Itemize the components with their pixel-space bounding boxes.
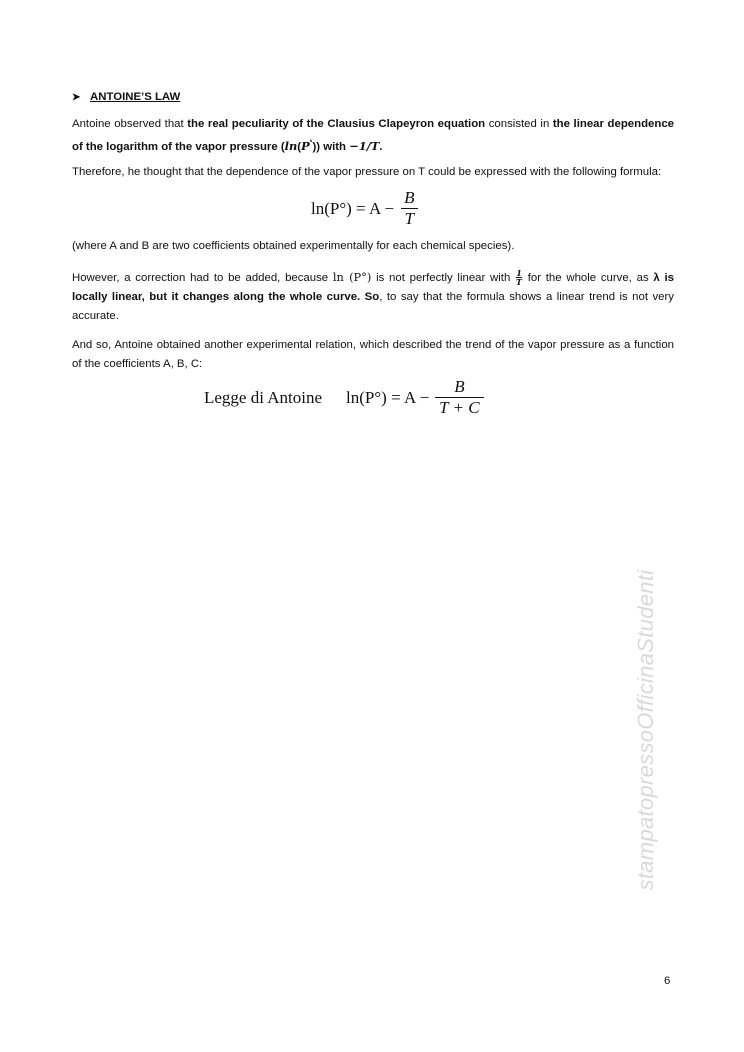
- p1-bold: (: [277, 140, 285, 153]
- p4-text: for the whole curve, as: [522, 272, 654, 284]
- paragraph-1: [72, 115, 674, 157]
- formula-fraction: [400, 188, 418, 229]
- p1-bold: the linear dependence of the logarithm of the vapor pressure: [72, 118, 674, 153]
- paragraph-3: (where A and B are two coefficients obtained experimentally for each chemical species).: [72, 240, 515, 252]
- formula-lhs: ln(P°) = A −: [311, 198, 395, 218]
- p4-frac-num: 1: [516, 268, 522, 279]
- p4-text: is not perfectly linear with: [371, 272, 516, 284]
- p1-bold: the real peculiarity of the Clausius Clapeyron equation: [187, 118, 486, 130]
- formula-fraction: [435, 377, 483, 418]
- watermark: stampatopressoOfficinaStudenti: [633, 569, 658, 891]
- formula-numerator: B: [404, 188, 415, 207]
- formula-antoine: [204, 377, 484, 418]
- p1-math: ln: [284, 138, 298, 153]
- section-title: ANTOINE’S LAW: [90, 91, 181, 103]
- formula-denominator: T: [401, 208, 418, 229]
- page-number: 6: [664, 975, 671, 987]
- paragraph-5: And so, Antoine obtained another experimental relation, which described the trend of the vapor pressure as a function of the coefficients A, B, C:: [72, 339, 674, 370]
- formula-lhs: ln(P°) = A −: [346, 387, 430, 407]
- paragraph-4: [72, 268, 674, 326]
- formula-numerator: B: [454, 377, 465, 396]
- p4-frac-den: T: [516, 277, 522, 288]
- p1-bold: with: [320, 140, 350, 153]
- formula-denominator: T + C: [435, 397, 483, 418]
- p4-bold: λ is locally linear, but it changes along the whole curve. So: [72, 272, 674, 303]
- p1-bold: (: [297, 140, 302, 153]
- p4-inline-fraction: [516, 269, 522, 286]
- formula-clausius: [311, 188, 419, 229]
- formula-label: Legge di Antoine: [204, 387, 323, 407]
- p1-bold: .: [379, 140, 383, 153]
- p1-degree: °: [309, 140, 313, 147]
- p1-text: Antoine observed that: [72, 118, 188, 130]
- paragraph-2: Therefore, he thought that the dependence of the vapor pressure on T could be expressed with the following formula:: [72, 166, 662, 178]
- p4-text: However, a correction had to be added, because: [72, 272, 333, 284]
- p1-bold: )): [312, 140, 321, 153]
- arrow-bullet-icon: ➤: [72, 92, 81, 103]
- p1-math: −1/T: [349, 138, 380, 153]
- p1-text: consisted in: [485, 118, 553, 130]
- section-heading: [72, 88, 180, 107]
- p4-text: , to say that the formula shows a linear trend is not very accurate.: [72, 291, 674, 322]
- p1-math: P: [301, 138, 310, 153]
- p4-math: ln (P°): [332, 270, 372, 284]
